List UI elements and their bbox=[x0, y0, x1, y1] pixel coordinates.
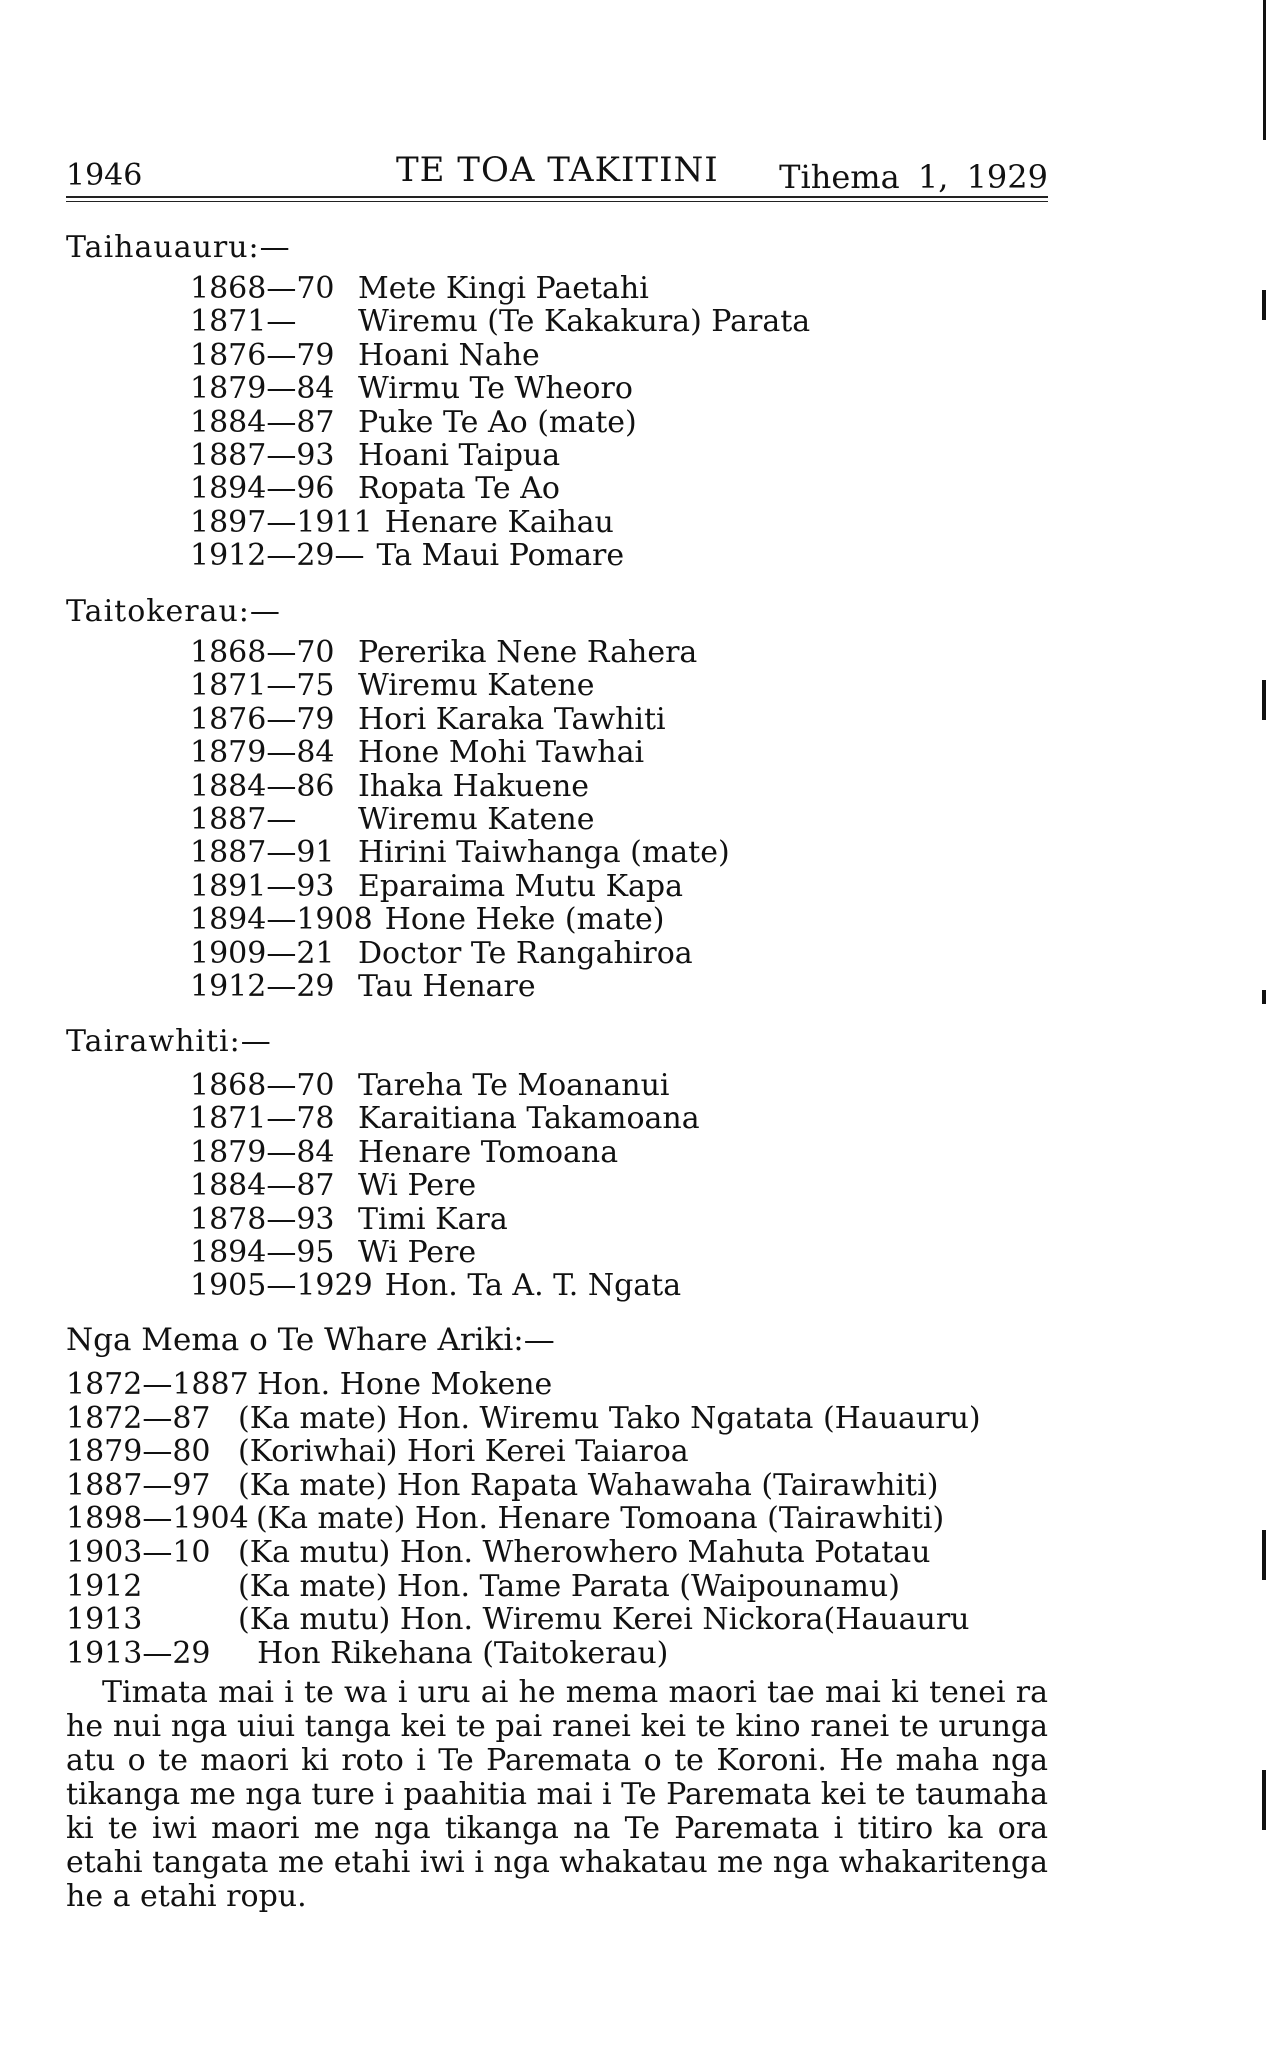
years: 1894—95 bbox=[190, 1234, 335, 1270]
list-item bbox=[190, 669, 730, 702]
member-name: Mete Kingi Paetahi bbox=[358, 271, 649, 306]
list-item bbox=[66, 1570, 981, 1604]
years: 1872—1887 bbox=[66, 1367, 249, 1402]
body-paragraph: Timata mai i te wa i uru ai he mema maori tae mai ki tenei ra he nui nga uiui tanga kei te pai ranei kei te kino ranei te urunga atu o te maori ki roto i Te Paremata o te Koroni. He maha nga tikanga me nga ture i paahitia mai i Te Paremata kei te taumaha ki te iwi maori me nga tikanga na Te Paremata i titiro ka ora etahi tangata me etahi iwi i nga whakatau me nga whakaritenga he a etahi ropu. bbox=[66, 1675, 1048, 1914]
list-item bbox=[190, 506, 810, 539]
member-text: Hon Rikehana (Taitokerau) bbox=[238, 1635, 669, 1671]
list-item bbox=[66, 1502, 981, 1536]
publication-title: TE TOA TAKITINI bbox=[396, 150, 719, 190]
member-name: Tareha Te Moananui bbox=[358, 1068, 670, 1103]
list-item bbox=[190, 1169, 700, 1202]
years: 1887—97 bbox=[66, 1467, 211, 1503]
member-name: Hon. Ta A. T. Ngata bbox=[384, 1268, 682, 1304]
years: 1871—78 bbox=[190, 1101, 335, 1137]
years: 1913—29 bbox=[66, 1635, 211, 1671]
member-text: Hon. Hone Mokene bbox=[238, 1367, 553, 1402]
list-item bbox=[190, 770, 730, 803]
list-item bbox=[190, 903, 730, 936]
member-name: Hori Karaka Tawhiti bbox=[358, 701, 666, 737]
list-item bbox=[190, 339, 810, 372]
list-item bbox=[190, 836, 730, 869]
list-item bbox=[190, 1203, 700, 1236]
years: 1871— bbox=[190, 304, 297, 340]
years: 1872—87 bbox=[66, 1400, 211, 1436]
member-text: (Ka mate) Hon. Wiremu Tako Ngatata (Hauauru) bbox=[238, 1400, 981, 1436]
list-item bbox=[190, 272, 810, 305]
list-item bbox=[66, 1435, 981, 1469]
section-title-taitokerau: Taitokerau:— bbox=[66, 594, 281, 629]
list-item bbox=[190, 970, 730, 1003]
list-item bbox=[190, 472, 810, 505]
member-name: Ropata Te Ao bbox=[358, 471, 560, 507]
years: 1871—75 bbox=[190, 668, 335, 704]
years: 1909—21 bbox=[190, 935, 335, 971]
list-item bbox=[190, 1269, 700, 1302]
years: 1891—93 bbox=[190, 868, 335, 904]
years: 1905—1929 bbox=[190, 1268, 373, 1304]
years: 1903—10 bbox=[66, 1534, 211, 1570]
scan-edge-mark bbox=[1262, 680, 1266, 720]
years: 1912—29 bbox=[190, 968, 335, 1004]
member-text: (Koriwhai) Hori Kerei Taiaroa bbox=[238, 1434, 689, 1470]
member-text: (Ka mate) Hon. Tame Parata (Waipounamu) bbox=[238, 1568, 900, 1604]
member-text: (Ka mutu) Hon. Wherowhero Mahuta Potatau bbox=[238, 1534, 931, 1570]
list-item bbox=[66, 1402, 981, 1436]
member-name: Puke Te Ao (mate) bbox=[358, 404, 637, 440]
member-name: Hone Heke (mate) bbox=[384, 902, 665, 938]
scan-edge-mark bbox=[1262, 1770, 1266, 1830]
years: 1887— bbox=[190, 801, 297, 837]
member-name: Ta Maui Pomare bbox=[376, 538, 625, 574]
years: 1879—84 bbox=[190, 1134, 335, 1170]
member-name: Hirini Taiwhanga (mate) bbox=[358, 835, 730, 871]
member-name: Hoani Taipua bbox=[358, 437, 561, 473]
member-name: Eparaima Mutu Kapa bbox=[358, 868, 684, 904]
member-name: Wi Pere bbox=[358, 1234, 477, 1270]
years: 1876—79 bbox=[190, 337, 335, 373]
list-item bbox=[190, 803, 730, 836]
member-name: Wiremu Katene bbox=[358, 801, 595, 837]
list-item bbox=[190, 870, 730, 903]
page-number: 1946 bbox=[66, 158, 143, 193]
member-name: Wirmu Te Wheoro bbox=[358, 371, 633, 407]
years: 1884—87 bbox=[190, 1168, 335, 1204]
years: 1876—79 bbox=[190, 701, 335, 737]
member-list-tairawhiti bbox=[190, 1069, 700, 1303]
list-item bbox=[190, 736, 730, 769]
member-list-whare-ariki bbox=[66, 1368, 981, 1670]
years: 1898—1904 bbox=[66, 1501, 249, 1537]
years: 1897—1911 bbox=[190, 504, 373, 540]
years: 1912 bbox=[66, 1568, 143, 1604]
member-name: Pererika Nene Rahera bbox=[358, 635, 698, 670]
header-rule-thin bbox=[66, 201, 1048, 202]
years: 1868—70 bbox=[190, 1068, 335, 1103]
list-item bbox=[190, 1136, 700, 1169]
years: 1894—96 bbox=[190, 471, 335, 507]
member-name: Ihaka Hakuene bbox=[358, 768, 590, 804]
list-item bbox=[190, 1102, 700, 1135]
years: 1879—80 bbox=[66, 1434, 211, 1470]
list-item bbox=[190, 703, 730, 736]
years: 1912—29— bbox=[190, 538, 365, 574]
member-text: (Ka mate) Hon Rapata Wahawaha (Tairawhiti) bbox=[238, 1467, 939, 1503]
list-item bbox=[190, 539, 810, 572]
member-name: Henare Kaihau bbox=[384, 504, 614, 540]
list-item bbox=[190, 1069, 700, 1102]
list-item bbox=[66, 1368, 981, 1402]
list-item bbox=[190, 372, 810, 405]
list-item bbox=[190, 406, 810, 439]
section-title-whare-ariki: Nga Mema o Te Whare Ariki:— bbox=[66, 1322, 555, 1358]
scan-edge-mark bbox=[1262, 290, 1266, 320]
years: 1879—84 bbox=[190, 735, 335, 771]
member-name: Wiremu Katene bbox=[358, 668, 595, 704]
years: 1868—70 bbox=[190, 271, 335, 306]
list-item bbox=[190, 636, 730, 669]
member-name: Doctor Te Rangahiroa bbox=[358, 935, 693, 971]
list-item bbox=[190, 439, 810, 472]
member-name: Henare Tomoana bbox=[358, 1134, 619, 1170]
member-name: Wi Pere bbox=[358, 1168, 477, 1204]
member-name: Tau Henare bbox=[358, 968, 536, 1004]
years: 1868—70 bbox=[190, 635, 335, 670]
header-rule bbox=[66, 196, 1048, 198]
years: 1884—87 bbox=[190, 404, 335, 440]
years: 1894—1908 bbox=[190, 902, 373, 938]
member-list-taihauauru bbox=[190, 272, 810, 573]
member-list-taitokerau bbox=[190, 636, 730, 1003]
member-name: Timi Kara bbox=[358, 1201, 508, 1237]
member-text: (Ka mate) Hon. Henare Tomoana (Tairawhiti) bbox=[256, 1501, 945, 1537]
member-name: Hone Mohi Tawhai bbox=[358, 735, 645, 771]
section-title-taihauauru: Taihauauru:— bbox=[66, 230, 291, 265]
list-item bbox=[190, 1236, 700, 1269]
scan-edge-mark bbox=[1262, 1530, 1266, 1580]
member-name: Wiremu (Te Kakakura) Parata bbox=[358, 304, 811, 340]
list-item bbox=[66, 1469, 981, 1503]
scan-edge-mark bbox=[1262, 990, 1266, 1004]
page-header bbox=[66, 150, 1048, 194]
issue-date: Tihema 1, 1929 bbox=[779, 158, 1048, 196]
list-item bbox=[66, 1637, 981, 1671]
list-item bbox=[66, 1536, 981, 1570]
years: 1887—91 bbox=[190, 835, 335, 871]
list-item bbox=[190, 937, 730, 970]
years: 1878—93 bbox=[190, 1201, 335, 1237]
years: 1879—84 bbox=[190, 371, 335, 407]
years: 1884—86 bbox=[190, 768, 335, 804]
list-item bbox=[190, 305, 810, 338]
section-title-tairawhiti: Tairawhiti:— bbox=[66, 1024, 272, 1059]
years: 1913 bbox=[66, 1602, 143, 1638]
years: 1887—93 bbox=[190, 437, 335, 473]
list-item bbox=[66, 1603, 981, 1637]
member-text: (Ka mutu) Hon. Wiremu Kerei Nickora(Hauauru bbox=[238, 1602, 970, 1638]
member-name: Karaitiana Takamoana bbox=[358, 1101, 700, 1137]
scan-edge-mark bbox=[1263, 0, 1266, 140]
member-name: Hoani Nahe bbox=[358, 337, 540, 373]
